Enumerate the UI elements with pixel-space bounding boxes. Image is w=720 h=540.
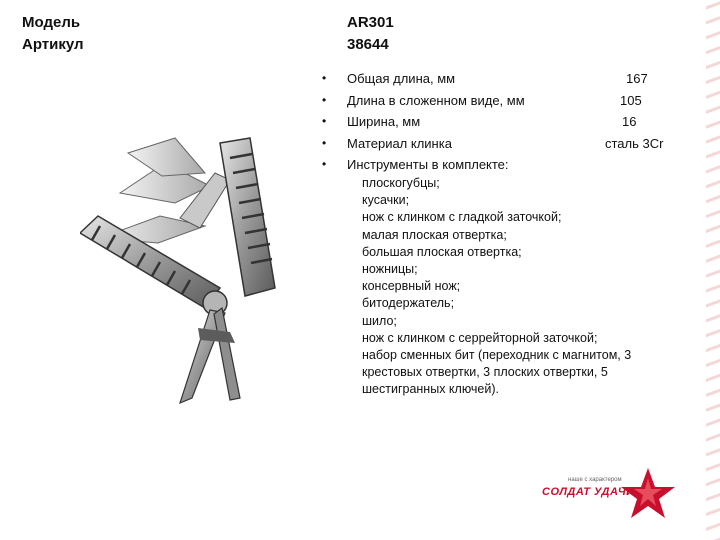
- logo-tagline: наше с характером: [568, 477, 622, 483]
- spec-row-tools-heading: [322, 154, 682, 176]
- decorative-strip: [706, 0, 720, 540]
- spec-value: 105: [620, 92, 642, 108]
- blades-fan: [100, 138, 230, 243]
- logo-name: СОЛДАТ УДАЧИ: [542, 486, 635, 498]
- tool-item: большая плоская отвертка;: [362, 244, 522, 259]
- tool-item: малая плоская отвертка;: [362, 227, 507, 242]
- tool-item: битодержатель;: [362, 296, 455, 311]
- multitool-image: [80, 98, 310, 408]
- model-value: AR301: [347, 14, 394, 31]
- tool-item: ножницы;: [362, 262, 418, 277]
- tool-item: нож с клинком с гладкой заточкой;: [362, 210, 562, 225]
- spec-label: Ширина, мм: [347, 114, 421, 129]
- tool-item: кусачки;: [362, 193, 410, 208]
- tool-item: набор сменных бит (переходник с магнитом, 3 крестовых отвертки, 3 плоских отвертки, 5 шестигранных ключей).: [362, 348, 632, 397]
- spec-label: Длина в сложенном виде, мм: [347, 92, 525, 108]
- bullet: •: [322, 71, 327, 85]
- tool-item: консервный нож;: [362, 279, 461, 294]
- article-label: Артикул: [22, 36, 84, 53]
- header-labels: [22, 12, 84, 56]
- tools-list: [362, 175, 682, 399]
- spec-row-length: [322, 68, 682, 90]
- tool-item: нож с клинком с серрейторной заточкой;: [362, 330, 598, 345]
- spec-row-folded-length: [322, 90, 682, 112]
- spec-label: Инструменты в комплекте:: [347, 157, 509, 172]
- pliers: [180, 291, 240, 403]
- upper-handle: [220, 138, 275, 296]
- spec-row-width: [322, 111, 682, 133]
- spec-list: [322, 68, 682, 176]
- spec-value: 167: [626, 71, 648, 86]
- header-values: [347, 12, 394, 56]
- bullet: •: [322, 157, 327, 171]
- article-value: 38644: [347, 36, 389, 53]
- tool-item: шило;: [362, 313, 397, 328]
- brand-logo: [540, 462, 680, 532]
- spec-value: 16: [622, 114, 637, 129]
- model-label: Модель: [22, 14, 81, 31]
- bullet: •: [322, 92, 327, 107]
- bullet: •: [322, 135, 327, 150]
- tool-item: плоскогубцы;: [362, 176, 440, 190]
- spec-label: Общая длина, мм: [347, 71, 456, 86]
- spec-value: сталь 3Cr: [605, 135, 664, 151]
- spec-label: Материал клинка: [347, 135, 452, 151]
- spec-row-material: [322, 133, 682, 155]
- bullet: •: [322, 114, 327, 128]
